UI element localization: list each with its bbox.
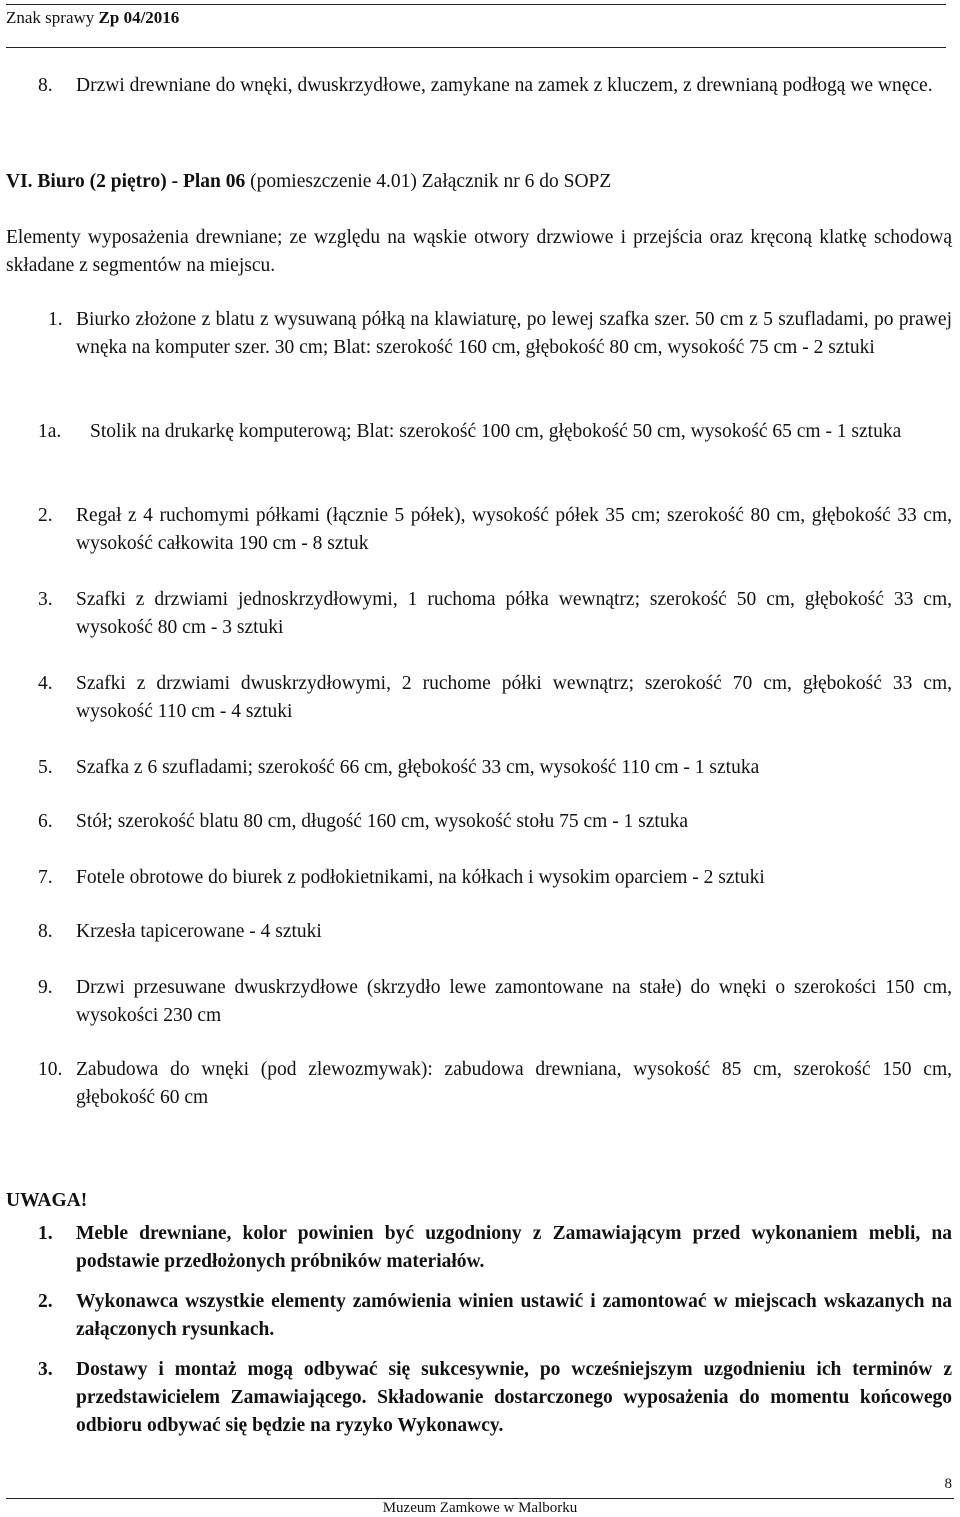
- item-number: 3.: [38, 589, 53, 610]
- section-description: Elementy wyposażenia drewniane; ze względu na wąskie otwory drzwiowe i przejścia oraz kręconą klatkę schodową składane z segmentów na miejscu.: [6, 227, 952, 276]
- item-number: 1a.: [38, 421, 62, 442]
- item-text: Fotele obrotowe do biurek z podłokietnikami, na kółkach i wysokim oparciem - 2 sztuki: [76, 867, 765, 888]
- section-heading-rest: (pomieszczenie 4.01) Załącznik nr 6 do SOPZ: [245, 171, 612, 192]
- section-heading: [6, 168, 946, 196]
- notice-item-number: 3.: [38, 1359, 53, 1380]
- header-bottom-rule: [6, 47, 946, 48]
- notice-title: UWAGA!: [6, 1190, 88, 1211]
- item-number: 10.: [38, 1059, 63, 1080]
- notice-item-number: 2.: [38, 1291, 53, 1312]
- item-number: 6.: [38, 811, 53, 832]
- page-number: 8: [944, 1476, 952, 1492]
- item-text: Biurko złożone z blatu z wysuwaną półką na klawiaturę, po lewej szafka szer. 50 cm z 5 szufladami, po prawej wnęka na komputer szer. 30 cm; Blat: szerokość 160 cm, głębokość 80 cm, wysokość 75 cm - 2 sztuki: [76, 309, 952, 358]
- footer-rule: [6, 1498, 954, 1499]
- notice-item-number: 1.: [38, 1223, 53, 1244]
- intro-list-item: [38, 72, 952, 128]
- item-text: Zabudowa do wnęki (pod zlewozmywak): zabudowa drewniana, wysokość 85 cm, szerokość 150 cm, głębokość 60 cm: [76, 1059, 952, 1108]
- item-number: 4.: [38, 673, 53, 694]
- notice-item-text: Meble drewniane, kolor powinien być uzgodniony z Zamawiającym przed wykonaniem mebli, na podstawie przedłożonych próbników materiałów.: [76, 1223, 952, 1272]
- section-heading-bold: VI. Biuro (2 piętro) - Plan 06: [6, 171, 246, 192]
- item-number: 7.: [38, 867, 53, 888]
- item-text: Szafki z drzwiami dwuskrzydłowymi, 2 ruchome półki wewnątrz; szerokość 70 cm, głębokość 33 cm, wysokość 110 cm - 4 sztuki: [76, 673, 952, 722]
- item-number: 9.: [38, 977, 53, 998]
- notice-item-text: Wykonawca wszystkie elementy zamówienia winien ustawić i zamontować w miejscach wskazanych na załączonych rysunkach.: [76, 1291, 952, 1340]
- item-text: Stół; szerokość blatu 80 cm, długość 160 cm, wysokość stołu 75 cm - 1 sztuka: [76, 811, 689, 832]
- footer-institution: Muzeum Zamkowe w Malborku: [382, 1500, 578, 1516]
- case-number-value: Zp 04/2016: [98, 8, 180, 27]
- item-text: Krzesła tapicerowane - 4 sztuki: [76, 921, 322, 942]
- item-text: Stolik na drukarkę komputerową; Blat: szerokość 100 cm, głębokość 50 cm, wysokość 65 cm - 1 sztuka: [90, 421, 902, 442]
- header-top-rule: [6, 4, 946, 5]
- case-number-header: [6, 8, 179, 28]
- notice-item-text: Dostawy i montaż mogą odbywać się sukcesywnie, po wcześniejszym uzgodnieniu ich terminów z przedstawicielem Zamawiającego. Składowanie dostarczonego wyposażenia do momentu końcowego odbioru odbywać się będzie na ryzyko Wykonawcy.: [76, 1359, 952, 1436]
- item-number: 2.: [38, 505, 53, 526]
- item-text: Drzwi drewniane do wnęki, dwuskrzydłowe, zamykane na zamek z kluczem, z drewnianą podłogą we wnęce.: [76, 75, 933, 96]
- item-text: Regał z 4 ruchomymi półkami (łącznie 5 półek), wysokość półek 35 cm; szerokość 80 cm, głębokość 33 cm, wysokość całkowita 190 cm - 8 sztuk: [76, 505, 952, 554]
- item-text: Drzwi przesuwane dwuskrzydłowe (skrzydło lewe zamontowane na stałe) do wnęki o szerokości 150 cm, wysokości 230 cm: [76, 977, 952, 1026]
- item-number: 5.: [38, 757, 53, 778]
- item-number: 1.: [48, 309, 63, 330]
- case-number-label: Znak sprawy: [6, 8, 95, 27]
- item-text: Szafka z 6 szufladami; szerokość 66 cm, głębokość 33 cm, wysokość 110 cm - 1 sztuka: [76, 757, 760, 778]
- item-number: 8.: [38, 921, 53, 942]
- item-number: 8.: [38, 75, 53, 96]
- item-text: Szafki z drzwiami jednoskrzydłowymi, 1 ruchoma półka wewnątrz; szerokość 50 cm, głębokość 33 cm, wysokość 80 cm - 3 sztuki: [76, 589, 952, 638]
